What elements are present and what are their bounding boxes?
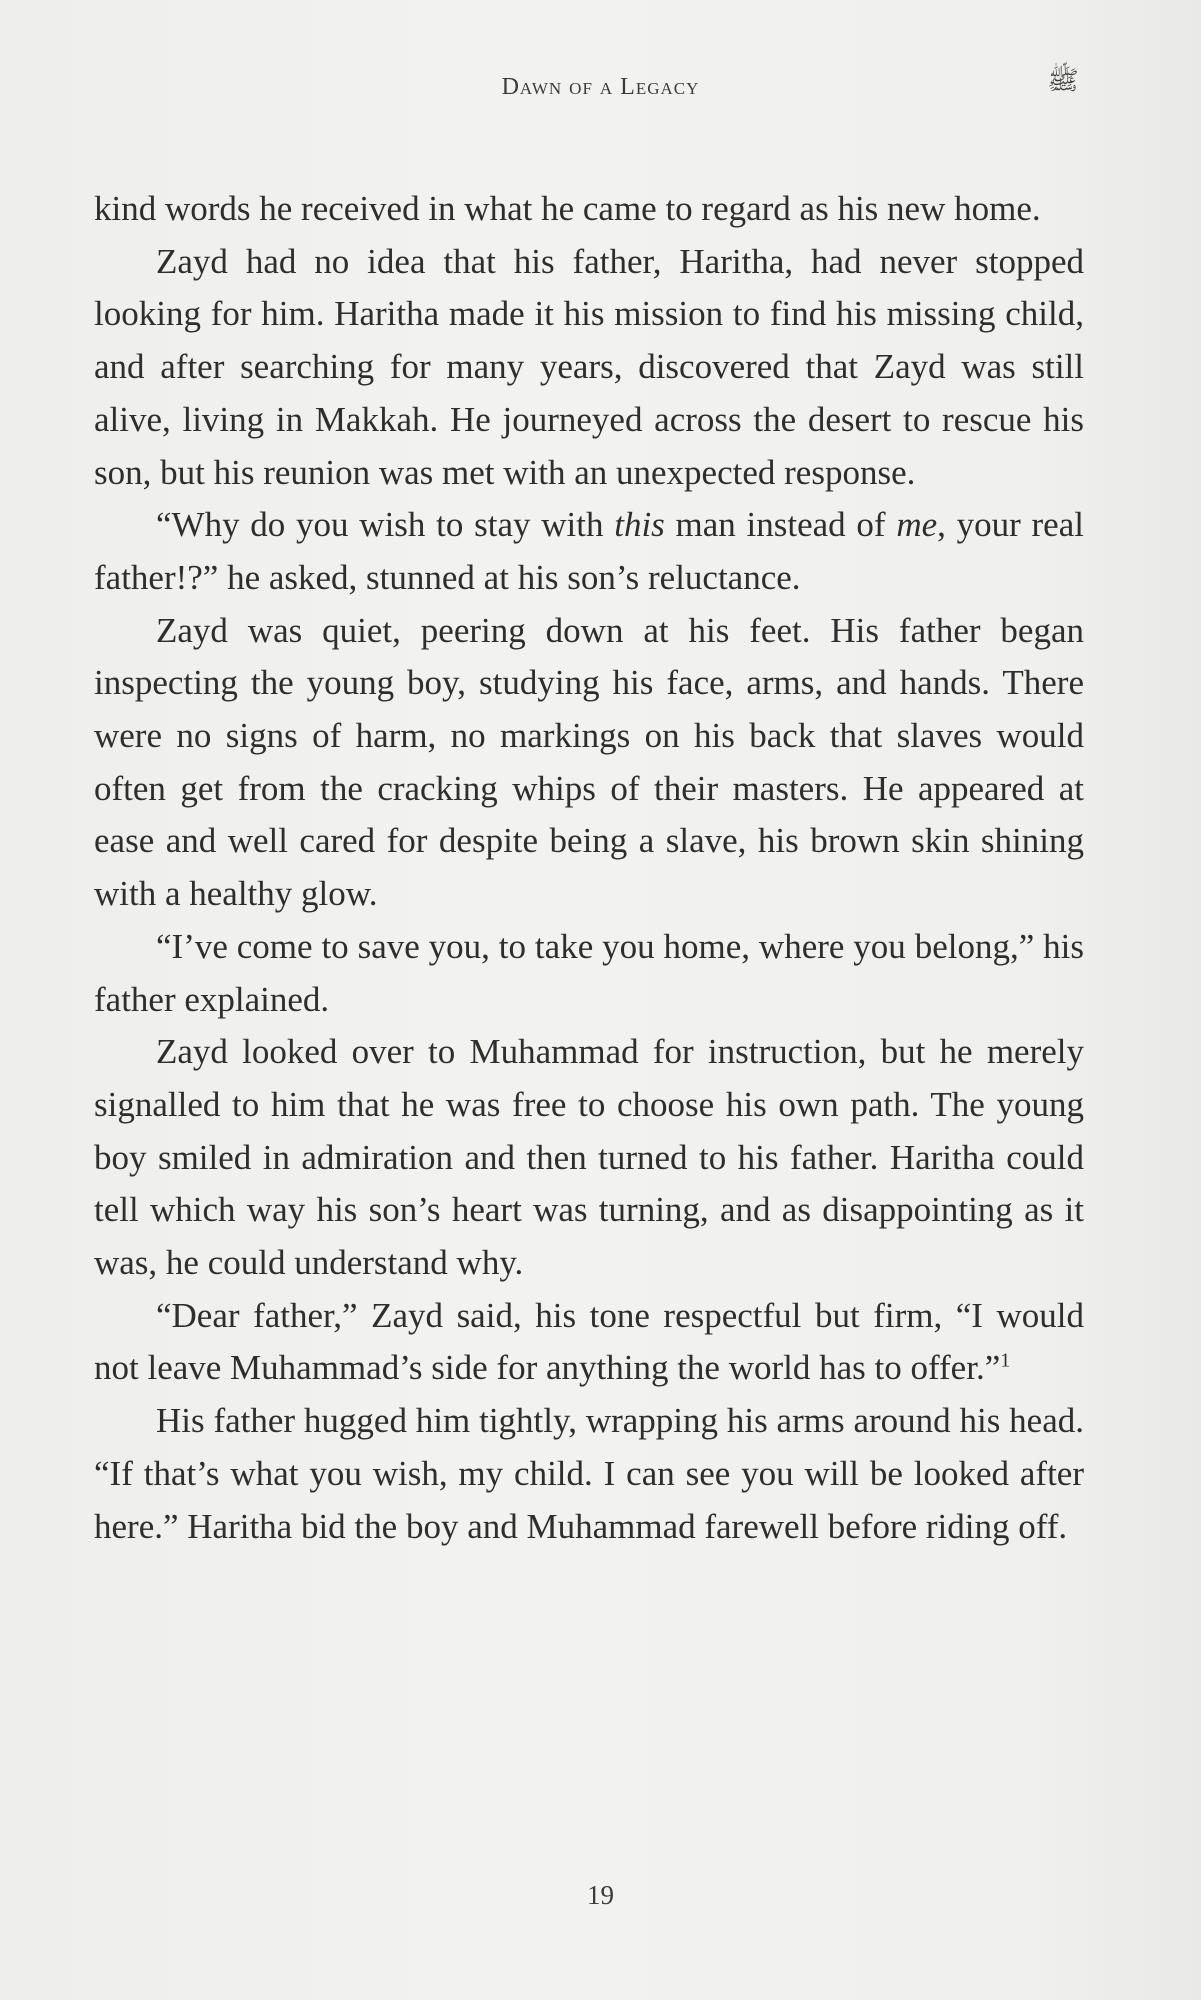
paragraph-dialogue: “I’ve come to save you, to take you home, where you belong,” his father explained. <box>94 926 1084 1019</box>
text-run: man instead of <box>664 505 897 545</box>
text-run: “Why do you wish to stay with <box>156 505 615 545</box>
page-number: 19 <box>587 1880 614 1910</box>
running-head: Dawn of a Legacy <box>501 74 700 100</box>
text-run: “Dear father,” Zayd said, his tone respectful but firm, “I would not leave Muhammad’s side for anything the world has to offer.” <box>94 1295 1084 1388</box>
text-run: , your real father!?” he asked, stunned at his son’s reluctance. <box>94 505 1084 597</box>
paragraph: His father hugged him tightly, wrapping his arms around his head. “If that’s what you wish, my child. I can see you will be looked after here.” Haritha bid the boy and Muhammad farewell before riding off. <box>94 1401 1084 1546</box>
paragraph: Zayd looked over to Muhammad for instruction, but he merely signalled to him that he was free to choose his own path. The young boy smiled in admiration and then turned to his father. Haritha could tell which way his son’s heart was turning, and as disappointing as it was, he could understand why. <box>94 1032 1084 1283</box>
footnote-marker: 1 <box>1000 1349 1011 1372</box>
body-text <box>94 183 1084 1553</box>
emphasis-text: this <box>614 505 665 545</box>
paragraph-continued: kind words he received in what he came to regard as his new home. <box>94 189 1041 228</box>
paragraph-dialogue <box>94 499 1084 604</box>
emphasis-text: me <box>896 505 938 545</box>
paragraph: Zayd had no idea that his father, Haritha, had never stopped looking for him. Haritha made it his mission to find his missing child, and after searching for many years, discovered that Zayd was still alive, living in Makkah. He journeyed across the desert to rescue his son, but his reunion was met with an unexpected response. <box>94 241 1084 492</box>
calligraphy-seal-icon: ﷺ <box>1047 66 1079 95</box>
paragraph-dialogue <box>94 1290 1084 1395</box>
paragraph: Zayd was quiet, peering down at his feet. His father began inspecting the young boy, studying his face, arms, and hands. There were no signs of harm, no markings on his back that slaves would often get from the cracking whips of their masters. He appeared at ease and well cared for despite being a slave, his brown skin shining with a healthy glow. <box>94 610 1084 914</box>
